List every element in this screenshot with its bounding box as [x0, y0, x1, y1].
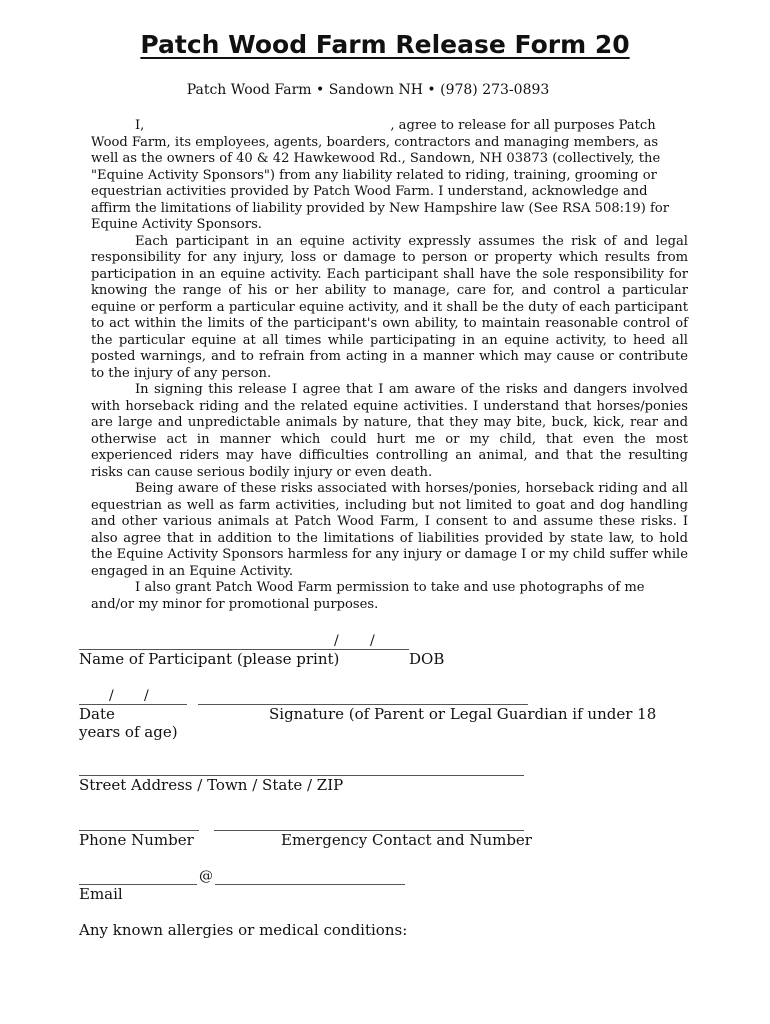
date-label: Date [79, 705, 115, 723]
participant-name-label: Name of Participant (please print) [79, 650, 340, 668]
allergies-field[interactable] [79, 942, 689, 1012]
release-paragraph-2: Each participant in an equine activity expressly assumes the risk of and legal responsibility for any injury, loss or damage to person or property which results from participation in an equine activity. Each participant shall have the sole responsibility for knowing the range of his or her ability to manage, care for, and control a particular equine or perform a particular equine activity, and it shall be the duty of each participant to act within the limits of the participant's own ability, to maintain reasonable control of the particular equine at all times while participating in an equine activity, to heed all posted warnings, and to refrain from acting in a manner which may cause or contribute to the injury of any person. [91, 233, 688, 381]
release-paragraph-3: In signing this release I agree that I am aware of the risks and dangers involved with horseback riding and the related equine activities. I understand that horses/ponies are large and unpredictable animals by nature, that they may bite, buck, kick, rear and otherwise act in manner which could hurt me or my child, that even the most experienced riders may have difficulties controlling an animal, and that the resulting risks can cause serious bodily injury or even death. [91, 382, 688, 480]
email-domain-field[interactable] [215, 884, 405, 885]
date-separator: / [109, 688, 114, 704]
dob-separator: / [334, 633, 339, 649]
release-paragraph-5: I also grant Patch Wood Farm permission to take and use photographs of me and/or my minor for promotional purposes. [91, 580, 645, 612]
release-prefix: I, [135, 118, 145, 133]
contact-line: Patch Wood Farm • Sandown NH • (978) 273-0893 [186, 82, 550, 98]
dob-label: DOB [409, 650, 445, 668]
dob-separator: / [370, 633, 375, 649]
email-label: Email [79, 885, 123, 903]
emergency-contact-label: Emergency Contact and Number [281, 831, 532, 849]
form-title [0, 30, 770, 59]
phone-label: Phone Number [79, 831, 194, 849]
form-title-text: Patch Wood Farm Release Form 20 [140, 30, 630, 59]
release-paragraph-4: Being aware of these risks associated with horses/ponies, horseback riding and all equestrian as well as farm activities, including but not limited to goat and dog handling and other various animals at Patch Wood Farm, I consent to and assume these risks. I also agree that in addition to the limitations of liabilities provided by state law, to hold the Equine Activity Sponsors harmless for any injury or damage I or my child suffer while engaged in an Equine Activity. [91, 481, 688, 579]
date-separator: / [144, 688, 149, 704]
address-label: Street Address / Town / State / ZIP [79, 776, 344, 794]
signature-label: Signature (of Parent or Legal Guardian if under 18 years of age) [79, 705, 657, 741]
email-at-sign: @ [199, 868, 213, 884]
release-paragraph-1-text: , agree to release for all purposes Patch Wood Farm, its employees, agents, boarders, contractors and managing members, as well as the owners of 40 & 42 Hawkewood Rd., Sandown, NH 03873 (collectively, the "Equine Activity Sponsors") from any liability related to riding, training, grooming or equestrian activities provided by Patch Wood Farm. I understand, acknowledge and affirm the limitations of liability provided by New Hampshire law (See RSA 508:19) for Equine Activity Sponsors. [91, 118, 669, 232]
release-paragraph-1 [91, 118, 688, 234]
release-text [91, 118, 688, 613]
allergies-label: Any known allergies or medical conditions: [79, 921, 408, 939]
